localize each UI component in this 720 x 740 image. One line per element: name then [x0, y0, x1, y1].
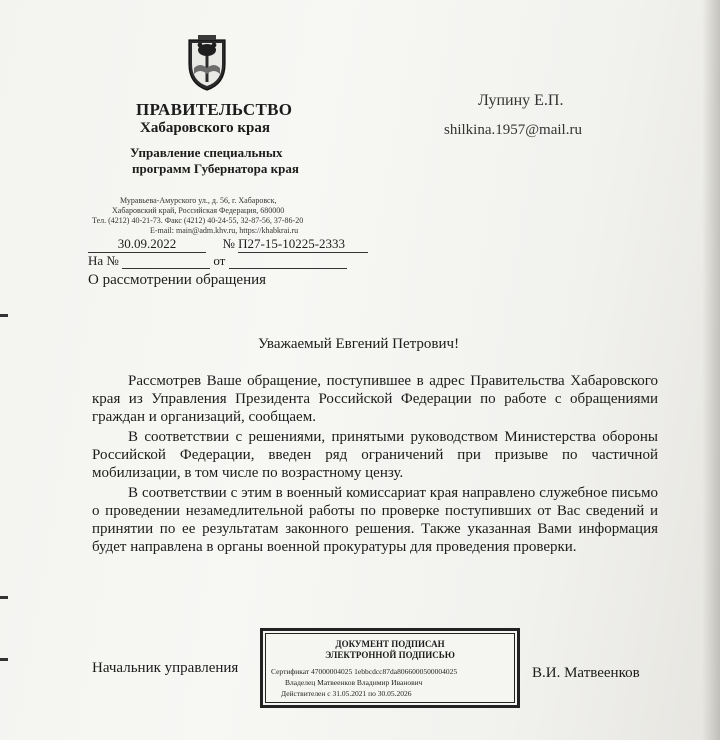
letter-paragraph: Рассмотрев Ваше обращение, поступившее в адрес Правительства Хабаровского края из Управления Президента Российской Федерации по работе с обращениями граждан и организаций, сообщаем.	[92, 373, 658, 425]
signer-name: В.И. Матвеенков	[532, 665, 640, 681]
number-label: №	[222, 236, 235, 251]
recipient-name: Лупину Е.П.	[478, 92, 564, 109]
stamp-subtitle: ЭЛЕКТРОННОЙ ПОДПИСЬЮ	[325, 650, 455, 660]
letter-subject: О рассмотрении обращения	[88, 272, 267, 288]
punch-mark	[0, 596, 8, 599]
letter-greeting: Уважаемый Евгений Петрович!	[258, 336, 460, 352]
department-name-line2: программ Губернатора края	[132, 161, 299, 176]
stamp-validity: Действителен с 31.05.2021 по 30.05.2026	[281, 689, 412, 698]
letter-paragraph: В соответствии с этим в военный комиссариат края направлено служебное письмо о проведении незамедлительной работы по проверке поступивших от Вас сведений и принятии по ее результатам законного решения. Также указанная Вами информация будет направлена в органы военной прокуратуры для проведения проверки.	[92, 485, 658, 555]
document-date: 30.09.2022	[88, 236, 206, 253]
letter-body	[92, 372, 658, 556]
org-region: Хабаровского края	[140, 120, 270, 136]
recipient-email: shilkina.1957@mail.ru	[444, 122, 582, 138]
reference-label: На №	[88, 253, 119, 268]
phone-fax-line: Тел. (4212) 40-21-73. Факс (4212) 40-24-55, 32-87-56, 37-86-20	[92, 216, 304, 225]
khabarovsk-coat-of-arms-icon	[186, 34, 228, 92]
reference-from-label: от	[213, 253, 226, 268]
punch-mark	[0, 658, 8, 661]
paper-edge-shadow	[702, 0, 720, 740]
document-date-number	[88, 236, 368, 253]
electronic-signature-stamp	[260, 628, 520, 708]
department-name-line1: Управление специальных	[130, 145, 283, 160]
stamp-owner: Владелец Матвеенков Владимир Иванович	[285, 678, 423, 687]
letter-paragraph: В соответствии с решениями, принятыми руководством Министерства обороны Российской Федерации, введен ряд ограничений при призыве по частичной мобилизации, в том числе по возрастному цензу.	[92, 429, 658, 481]
address-line: Муравьева-Амурского ул., д. 56, г. Хабаровск,	[120, 196, 277, 205]
reference-date-blank	[229, 268, 347, 269]
stamp-title: ДОКУМЕНТ ПОДПИСАН	[335, 639, 445, 649]
reference-line	[88, 253, 347, 269]
address-line: Хабаровский край, Российская Федерация, 680000	[112, 206, 285, 215]
punch-mark	[0, 314, 8, 317]
document-number: П27-15-10225-2333	[238, 236, 368, 253]
signer-role: Начальник управления	[92, 660, 239, 676]
stamp-certificate: Сертификат 47000004025 1ebbcdcc87da8066000500004025	[271, 667, 458, 676]
org-name: ПРАВИТЕЛЬСТВО	[136, 100, 293, 119]
reference-number-blank	[122, 268, 210, 269]
email-website-line: E-mail: main@adm.khv.ru, https://khabkrai.ru	[150, 226, 299, 235]
